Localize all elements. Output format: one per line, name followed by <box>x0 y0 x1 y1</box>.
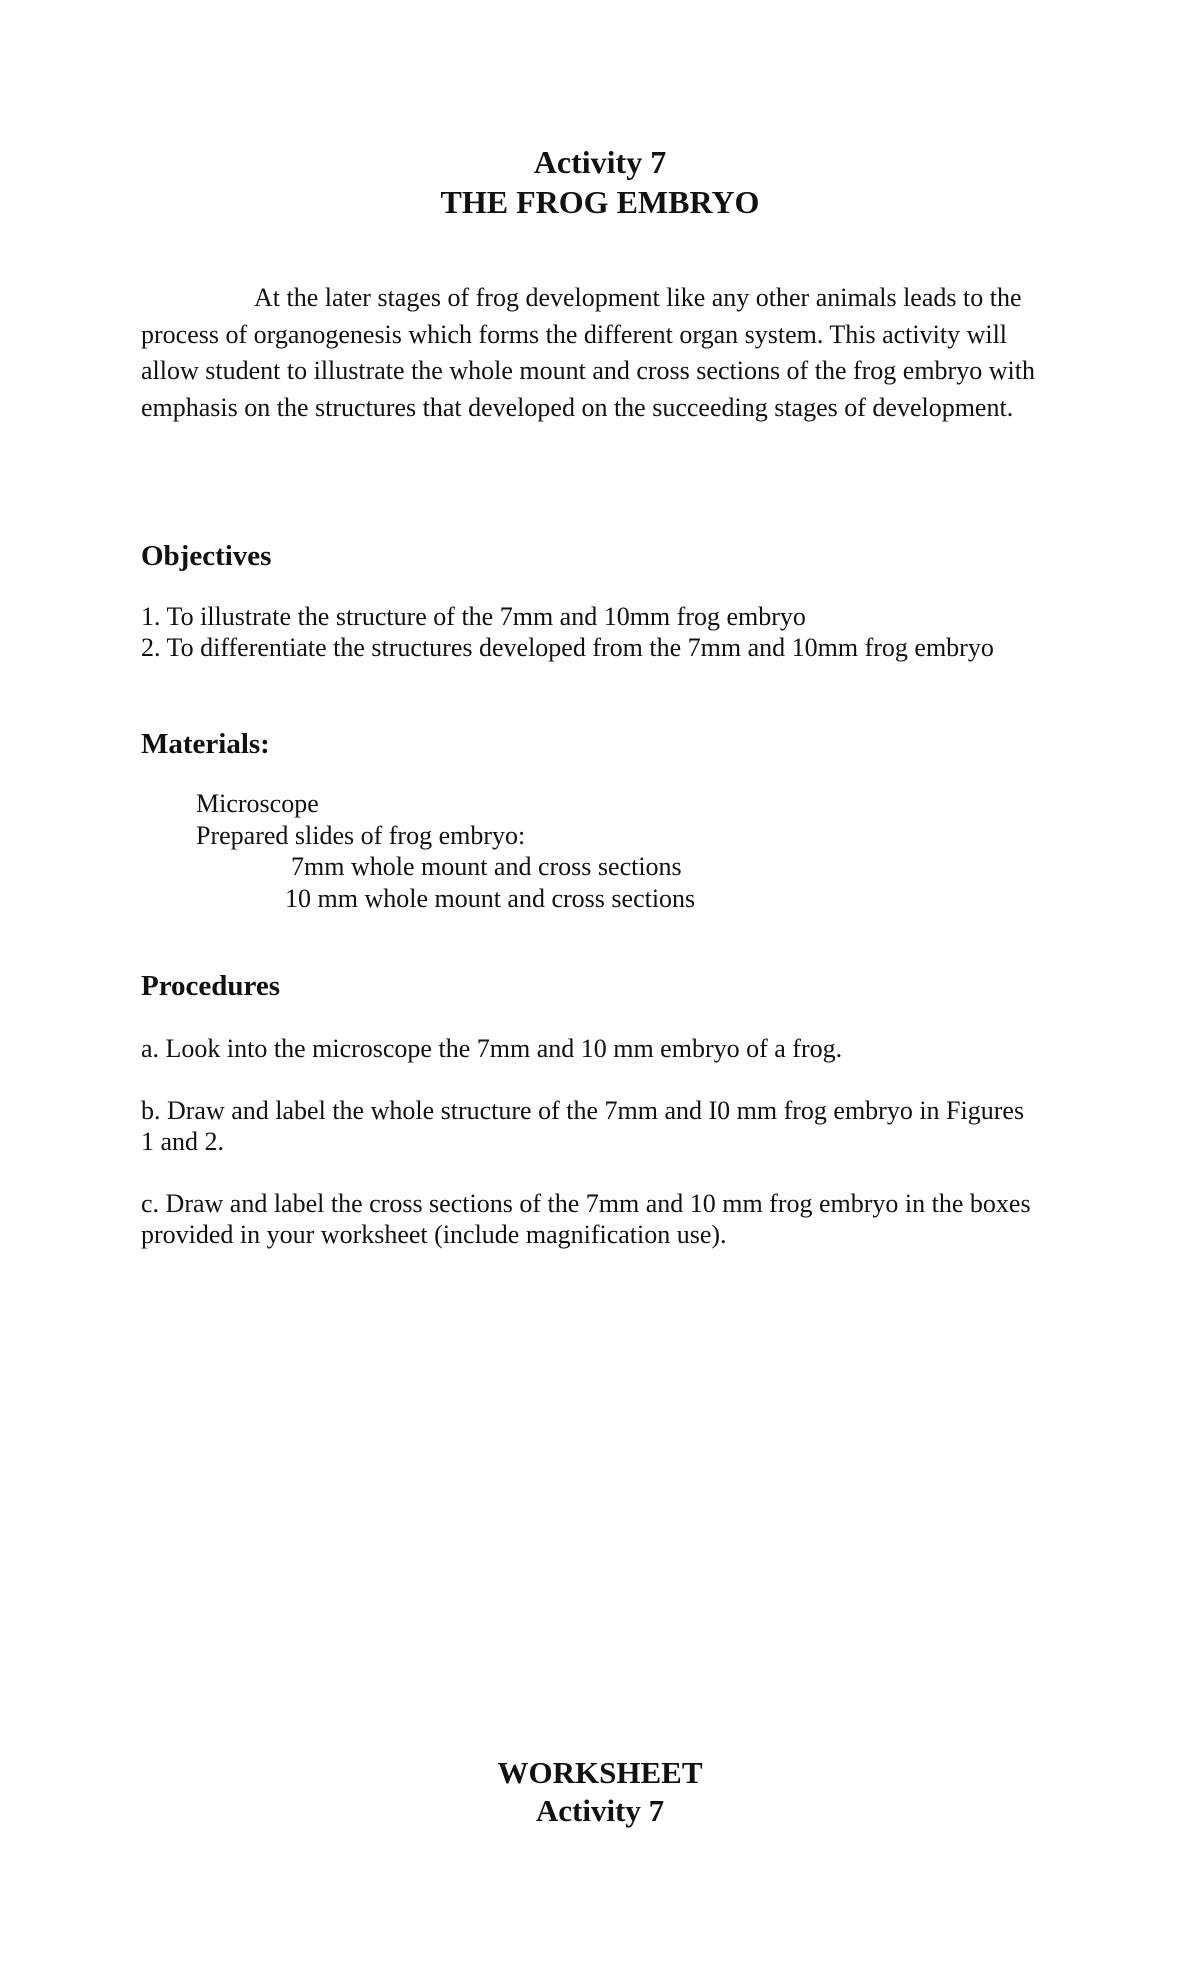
objectives-heading: Objectives <box>141 540 272 572</box>
list-item: Prepared slides of frog embryo: <box>196 820 526 850</box>
materials-heading: Materials: <box>141 728 270 760</box>
worksheet-activity: Activity 7 <box>535 1793 665 1828</box>
procedures-heading: Procedures <box>141 970 281 1002</box>
intro-section <box>141 280 1071 426</box>
procedure-step: a. Look into the microscope the 7mm and 10 mm embryo of a frog. <box>141 1034 843 1063</box>
procedure-step: b. Draw and label the whole structure of the 7mm and I0 mm frog embryo in Figures 1 and 2. <box>141 1096 1025 1156</box>
activity-number: Activity 7 <box>533 144 667 180</box>
worksheet-title-block <box>0 1754 1200 1830</box>
activity-title: THE FROG EMBRYO <box>440 184 760 220</box>
list-item: Microscope <box>196 789 319 818</box>
worksheet-title: WORKSHEET <box>497 1755 703 1790</box>
procedure-step: c. Draw and label the cross sections of the 7mm and 10 mm frog embryo in the boxes provided in your worksheet (include magnification use). <box>141 1189 1031 1249</box>
page-title <box>0 142 1200 222</box>
list-subitem: 7mm whole mount and cross sections <box>291 852 682 881</box>
intro-paragraph: At the later stages of frog development like any other animals leads to the process of organogenesis which forms the different organ system. This activity will allow student to illustrate the whole mount and cross sections of the frog embryo with emphasis on the structures that developed on the succeeding stages of development. <box>141 283 1035 422</box>
objectives-list <box>141 601 1101 663</box>
list-item: 2. To differentiate the structures developed from the 7mm and 10mm frog embryo <box>141 633 994 662</box>
materials-list <box>196 788 695 914</box>
list-item: 1. To illustrate the structure of the 7mm and 10mm frog embryo <box>141 602 806 631</box>
list-subitem: 10 mm whole mount and cross sections <box>285 883 696 913</box>
